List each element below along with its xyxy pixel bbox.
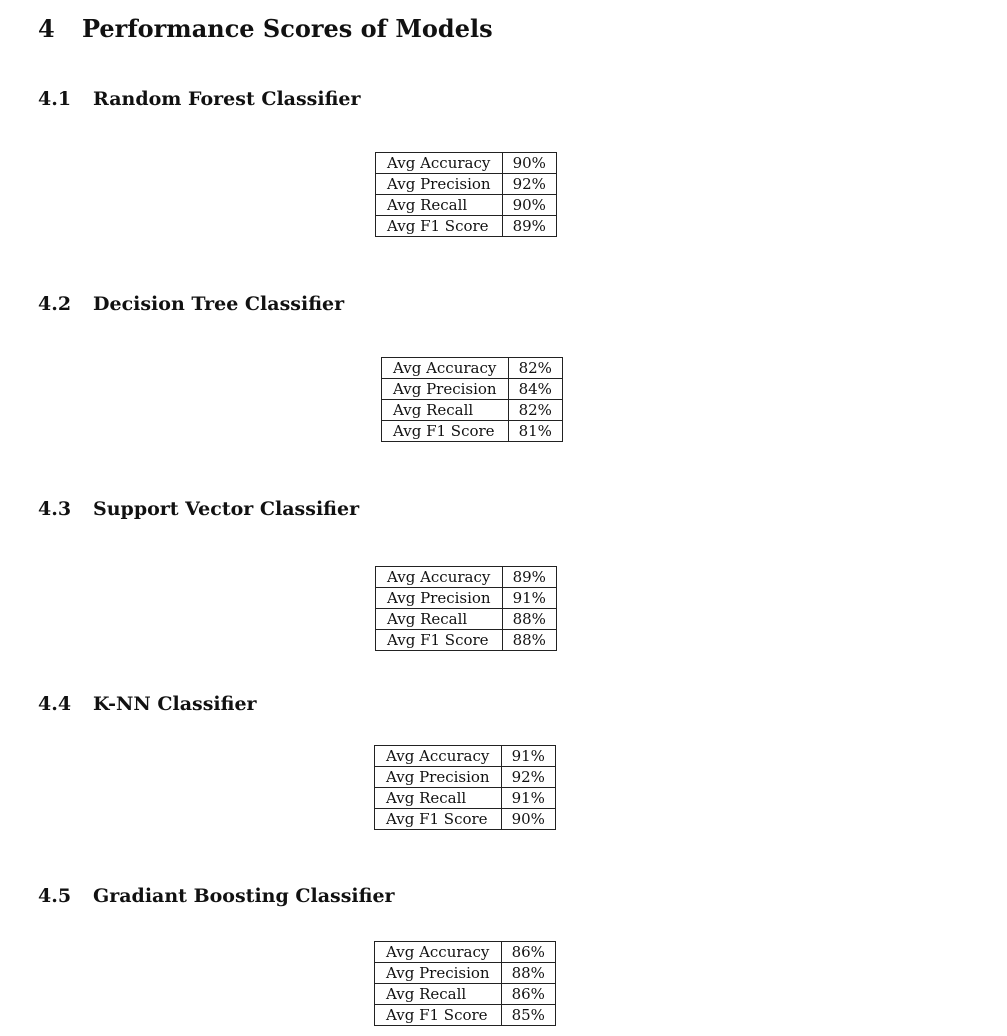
subsection-title: K-NN Classifier (93, 693, 257, 715)
metric-value: 89% (502, 216, 556, 237)
metric-value: 91% (501, 788, 555, 809)
metric-value: 88% (502, 609, 556, 630)
subsection-number: 4.3 (38, 498, 72, 520)
metric-value: 92% (501, 767, 555, 788)
table-row (376, 630, 557, 651)
table-row (376, 195, 557, 216)
metric-label: Avg Accuracy (376, 153, 503, 174)
metric-value: 91% (501, 746, 555, 767)
table-row (375, 746, 556, 767)
subsection-heading-decision-tree (38, 293, 344, 315)
metric-label: Avg Recall (375, 984, 502, 1005)
table-row (382, 400, 563, 421)
metric-label: Avg Precision (375, 767, 502, 788)
metric-value: 86% (501, 984, 555, 1005)
table-row (376, 216, 557, 237)
metric-label: Avg Accuracy (382, 358, 509, 379)
metric-value: 82% (508, 400, 562, 421)
metric-label: Avg Recall (382, 400, 509, 421)
metric-label: Avg Recall (376, 609, 503, 630)
metric-value: 85% (501, 1005, 555, 1026)
section-title: Performance Scores of Models (82, 14, 493, 43)
metric-label: Avg F1 Score (375, 809, 502, 830)
section-number: 4 (38, 14, 55, 43)
table-row (376, 609, 557, 630)
subsection-number: 4.1 (38, 88, 72, 110)
subsection-title: Gradiant Boosting Classifier (93, 885, 395, 907)
metric-label: Avg Precision (376, 174, 503, 195)
scores-table-gradient-boosting (374, 941, 556, 1026)
table-row (375, 1005, 556, 1026)
metric-value: 92% (502, 174, 556, 195)
metric-value: 88% (501, 963, 555, 984)
metric-label: Avg F1 Score (376, 216, 503, 237)
table-row (376, 567, 557, 588)
metric-value: 90% (501, 809, 555, 830)
metric-value: 84% (508, 379, 562, 400)
table-row (375, 788, 556, 809)
metric-label: Avg Recall (375, 788, 502, 809)
metric-label: Avg Precision (375, 963, 502, 984)
section-heading (38, 14, 493, 43)
subsection-number: 4.2 (38, 293, 72, 315)
table-row (375, 963, 556, 984)
metric-value: 90% (502, 195, 556, 216)
table-row (375, 942, 556, 963)
metric-value: 90% (502, 153, 556, 174)
metric-label: Avg Accuracy (376, 567, 503, 588)
subsection-heading-random-forest (38, 88, 361, 110)
metric-label: Avg F1 Score (382, 421, 509, 442)
scores-table-decision-tree (381, 357, 563, 442)
table-row (376, 153, 557, 174)
metric-label: Avg Accuracy (375, 942, 502, 963)
table-row (382, 421, 563, 442)
metric-value: 89% (502, 567, 556, 588)
subsection-heading-gradient-boosting (38, 885, 395, 907)
subsection-number: 4.4 (38, 693, 72, 715)
table-row (382, 358, 563, 379)
table-row (375, 984, 556, 1005)
scores-table-knn (374, 745, 556, 830)
table-row (375, 809, 556, 830)
subsection-title: Support Vector Classifier (93, 498, 360, 520)
metric-value: 86% (501, 942, 555, 963)
metric-value: 88% (502, 630, 556, 651)
table-row (376, 174, 557, 195)
subsection-heading-knn (38, 693, 257, 715)
metric-value: 82% (508, 358, 562, 379)
scores-table-random-forest (375, 152, 557, 237)
table-row (375, 767, 556, 788)
table-row (382, 379, 563, 400)
subsection-title: Decision Tree Classifier (93, 293, 345, 315)
subsection-number: 4.5 (38, 885, 72, 907)
metric-label: Avg Precision (382, 379, 509, 400)
metric-value: 91% (502, 588, 556, 609)
subsection-heading-support-vector (38, 498, 359, 520)
table-row (376, 588, 557, 609)
metric-value: 81% (508, 421, 562, 442)
subsection-title: Random Forest Classifier (93, 88, 361, 110)
scores-table-support-vector (375, 566, 557, 651)
metric-label: Avg Accuracy (375, 746, 502, 767)
metric-label: Avg F1 Score (376, 630, 503, 651)
metric-label: Avg Precision (376, 588, 503, 609)
metric-label: Avg Recall (376, 195, 503, 216)
metric-label: Avg F1 Score (375, 1005, 502, 1026)
